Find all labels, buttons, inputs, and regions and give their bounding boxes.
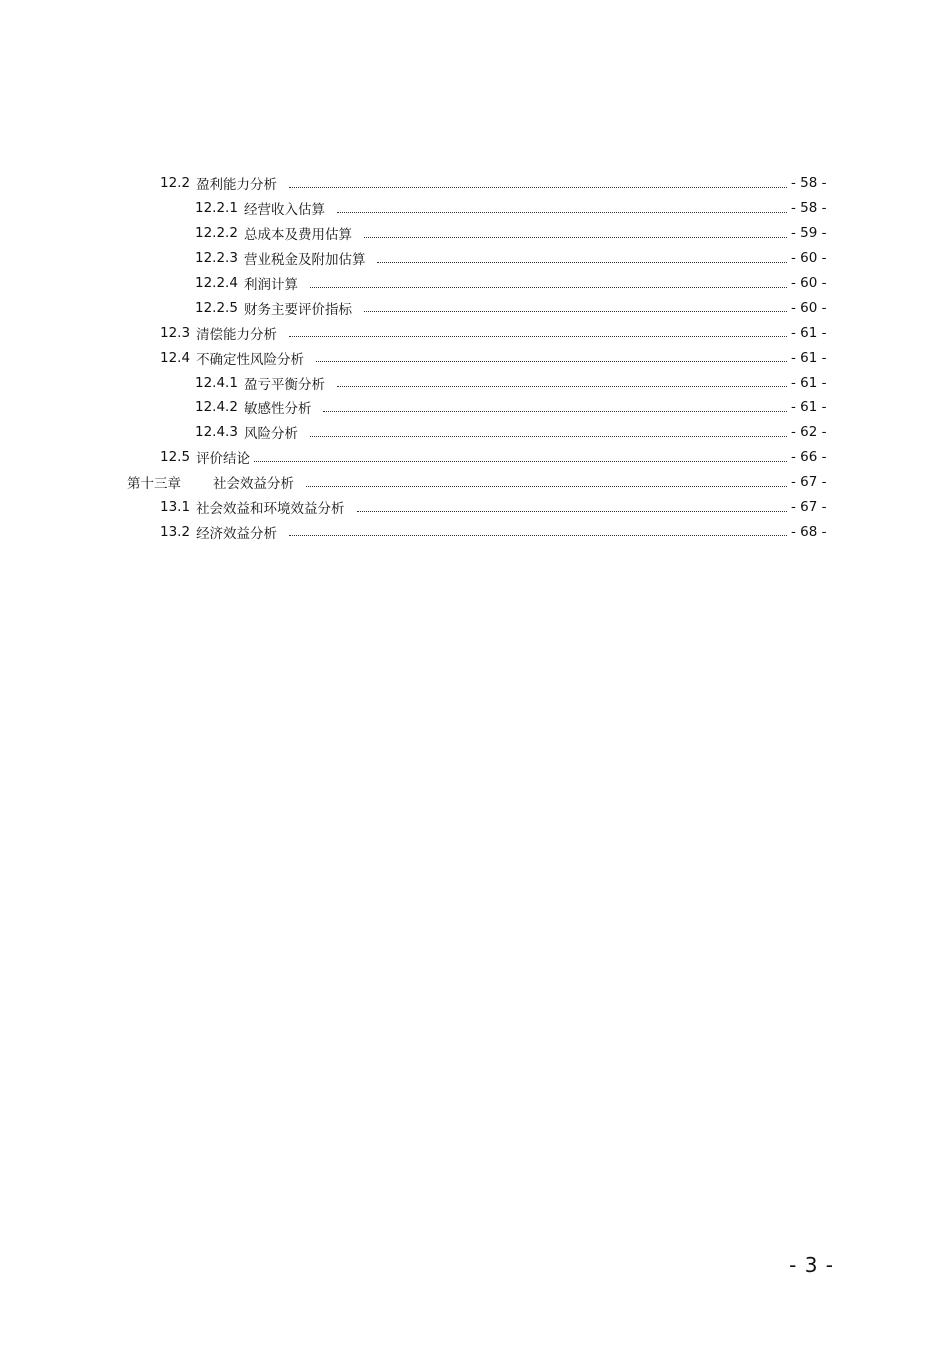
toc-entry-page: - 60 - xyxy=(791,275,827,291)
dot-leader xyxy=(357,497,787,512)
toc-entry-number: 12.5 xyxy=(160,449,191,466)
toc-entry-page: - 61 - xyxy=(791,374,827,391)
toc-entry-title: 盈亏平衡分析 xyxy=(243,376,325,393)
toc-entry-title: 清偿能力分析 xyxy=(196,326,278,343)
toc-entry-number: 12.2.4 xyxy=(195,275,238,291)
toc-entry-page: - 60 - xyxy=(791,299,827,316)
toc-entry-12-2-2[interactable] xyxy=(0,221,825,246)
dot-leader xyxy=(364,297,787,312)
dot-leader xyxy=(289,521,787,536)
toc-entry-title: 不确定性风险分析 xyxy=(196,351,305,368)
toc-entry-number: 12.4.1 xyxy=(195,374,238,391)
toc-entry-12-2-1[interactable] xyxy=(0,196,825,221)
toc-entry-page: - 68 - xyxy=(791,523,827,540)
toc-entry-13-2[interactable] xyxy=(0,519,825,544)
toc-entry-page: - 61 - xyxy=(791,399,827,416)
dot-leader xyxy=(310,422,787,437)
toc-chapter-number: 第十三章 xyxy=(127,476,181,493)
toc-entry-number: 13.2 xyxy=(160,523,191,540)
toc-entry-12-4-3[interactable] xyxy=(0,420,825,445)
dot-leader xyxy=(254,447,787,462)
dot-leader xyxy=(337,372,787,387)
toc-entry-number: 12.3 xyxy=(160,324,191,341)
toc-entry-page: - 67 - xyxy=(791,474,827,491)
toc-entry-12-2-5[interactable] xyxy=(0,295,825,320)
toc-entry-12-4-1[interactable] xyxy=(0,370,825,395)
toc-entry-title: 财务主要评价指标 xyxy=(243,301,352,318)
toc-entry-title: 经济效益分析 xyxy=(196,525,278,542)
toc-entry-title: 总成本及费用估算 xyxy=(243,227,352,244)
toc-entry-12-5[interactable] xyxy=(0,445,825,470)
dot-leader xyxy=(377,248,787,263)
dot-leader xyxy=(316,347,787,362)
dot-leader xyxy=(289,173,787,188)
toc-entry-12-2[interactable] xyxy=(0,171,825,196)
toc-entry-title: 敏感性分析 xyxy=(243,401,312,418)
toc-entry-page: - 61 - xyxy=(791,349,827,366)
dot-leader xyxy=(323,397,787,412)
dot-leader xyxy=(337,198,787,213)
dot-leader xyxy=(306,472,787,487)
toc-entry-title: 评价结论 xyxy=(196,451,251,468)
dot-leader xyxy=(289,322,787,337)
toc-entry-page: - 66 - xyxy=(791,449,827,466)
toc-entry-12-4-2[interactable] xyxy=(0,395,825,420)
toc-entry-number: 12.2.3 xyxy=(195,250,238,267)
toc-entry-number: 12.2.5 xyxy=(195,299,238,316)
toc-entry-page: - 61 - xyxy=(791,324,827,341)
toc-entry-title: 盈利能力分析 xyxy=(196,177,278,194)
toc-entry-number: 12.4.3 xyxy=(195,424,238,441)
dot-leader xyxy=(364,223,787,238)
toc-entry-number: 12.2 xyxy=(160,175,191,192)
toc-entry-title: 营业税金及附加估算 xyxy=(243,252,366,269)
toc-entry-12-2-4[interactable] xyxy=(0,271,825,296)
toc-entry-title: 利润计算 xyxy=(243,277,298,293)
toc-entry-chapter-13[interactable] xyxy=(0,470,825,495)
toc-entry-page: - 60 - xyxy=(791,250,827,267)
toc-entry-title: 社会效益和环境效益分析 xyxy=(196,501,345,518)
toc-entry-12-4[interactable] xyxy=(0,345,825,370)
toc-entry-page: - 58 - xyxy=(791,200,827,217)
dot-leader xyxy=(310,273,787,288)
toc-entry-number: 12.4 xyxy=(160,349,191,366)
toc-entry-12-2-3[interactable] xyxy=(0,246,825,271)
toc-entry-page: - 67 - xyxy=(791,499,827,516)
toc-entry-page: - 59 - xyxy=(791,225,827,242)
page-number: - 3 - xyxy=(789,1253,834,1277)
toc-entry-title: 风险分析 xyxy=(243,426,298,443)
table-of-contents xyxy=(0,171,950,544)
toc-entry-title: 经营收入估算 xyxy=(243,202,325,219)
toc-entry-number: 13.1 xyxy=(160,499,191,516)
toc-entry-number: 12.2.2 xyxy=(195,225,238,242)
toc-entry-page: - 62 - xyxy=(791,424,827,441)
toc-entry-12-3[interactable] xyxy=(0,320,825,345)
toc-entry-page: - 58 - xyxy=(791,175,827,192)
toc-entry-number: 12.4.2 xyxy=(195,399,238,416)
toc-entry-number: 12.2.1 xyxy=(195,200,238,217)
toc-entry-title: 社会效益分析 xyxy=(213,476,294,493)
toc-entry-13-1[interactable] xyxy=(0,495,825,520)
